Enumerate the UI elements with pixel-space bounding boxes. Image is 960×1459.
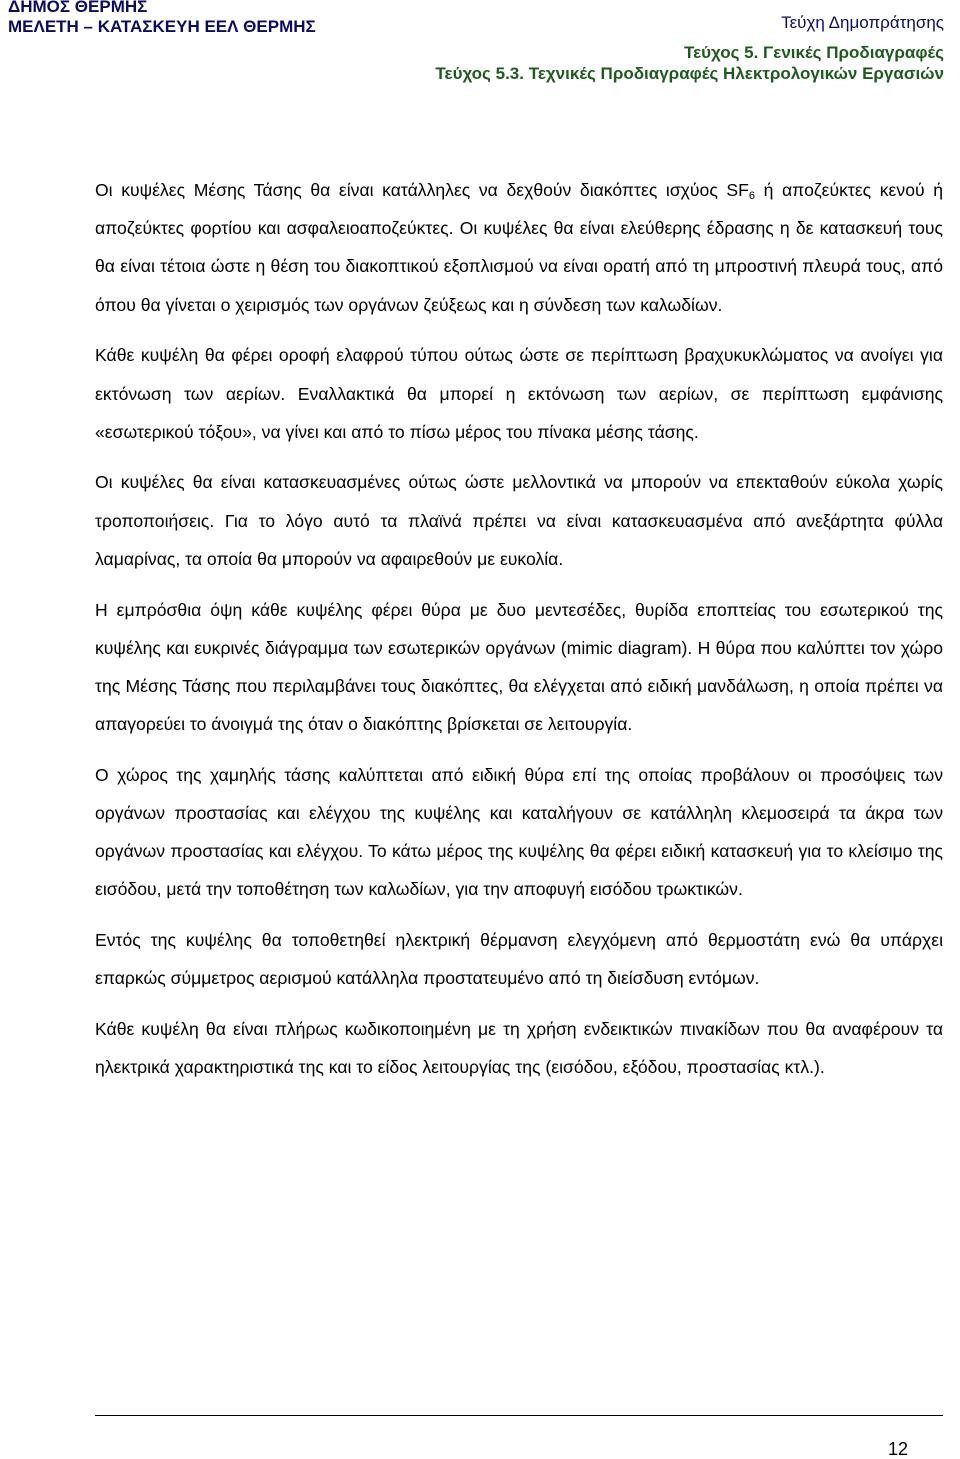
page-number: 12	[887, 1439, 908, 1459]
subscript: 6	[748, 190, 756, 202]
paragraph: Η εμπρόσθια όψη κάθε κυψέλης φέρει θύρα με δυο μεντεσέδες, θυρίδα εποπτείας του εσωτερικού της κυψέλης και ευκρινές διάγραμμα των εσωτερικών οργάνων (mimic diagram). Η θύρα που καλύπτει τον χώρο της Μέσης Τάσης που περιλαμβάνει τους διακόπτες, θα ελέγχεται από ειδική μανδάλωση, η οποία πρέπει να απαγορεύει το άνοιγμά της όταν ο διακόπτης βρίσκεται σε λειτουργία.	[95, 599, 943, 735]
paragraph: Εντός της κυψέλης θα τοποθετηθεί ηλεκτρική θέρμανση ελεγχόμενη από θερμοστάτη ενώ θα υπάρχει επαρκώς σύμμετρος αερισμού κατάλληλα προστατευμένο από τη διείσδυση εντόμων.	[95, 930, 943, 989]
paragraph-text: ή αποζεύκτες κενού ή αποζεύκτες φορτίου και ασφαλειοαποζεύκτες. Οι κυψέλες θα είναι ελεύθερης έδρασης η δε κατασκευή τους θα είναι τέτοια ώστε η θέση του διακοπτικού εξοπλισμού να είναι ορατή από τη μπροστινή πλευρά τους, από όπου θα γίνεται ο χειρισμός των οργάνων ζεύξεως και η σύνδεση των καλωδίων.	[95, 180, 943, 315]
municipality-name: ΔΗΜΟΣ ΘΕΡΜΗΣ	[8, 0, 148, 16]
paragraph: Οι κυψέλες θα είναι κατασκευασμένες ούτως ώστε μελλοντικά να μπορούν να επεκταθούν εύκολα χωρίς τροποποιήσεις. Για το λόγο αυτό τα πλαϊνά πρέπει να είναι κατασκευασμένα από ανεξάρτητα φύλλα λαμαρίνας, τα οποία θα μπορούν να αφαιρεθούν με ευκολία.	[95, 472, 943, 569]
paragraph: Κάθε κυψέλη θα είναι πλήρως κωδικοποιημένη με τη χρήση ενδεικτικών πινακίδων που θα αναφέρουν τα ηλεκτρικά χαρακτηριστικά της και το είδος λειτουργίας της (εισόδου, εξόδου, προστασίας κτλ.).	[95, 1019, 943, 1078]
document-body	[95, 171, 943, 1099]
paragraph: Ο χώρος της χαμηλής τάσης καλύπτεται από ειδική θύρα επί της οποίας προβάλουν οι προσόψεις των οργάνων προστασίας και ελέγχου της κυψέλης και καταλήγουν σε κατάλληλη κλεμοσειρά τα άκρα των οργάνων προστασίας και ελέγχου. Το κάτω μέρος της κυψέλης θα φέρει ειδική κατασκευή για το κλείσιμο της εισόδου, μετά την τοποθέτηση των καλωδίων, για την αποφυγή εισόδου τρωκτικών.	[95, 764, 943, 900]
paragraph: Κάθε κυψέλη θα φέρει οροφή ελαφρού τύπου ούτως ώστε σε περίπτωση βραχυκυκλώματος να ανοίγει για εκτόνωση των αερίων. Εναλλακτικά θα μπορεί η εκτόνωση των αερίων, σε περίπτωση εμφάνισης «εσωτερικού τόξου», να γίνει και από το πίσω μέρος του πίνακα μέσης τάσης.	[95, 345, 943, 442]
document-set-title: Τεύχη Δημοπράτησης	[781, 13, 944, 32]
footer-divider	[95, 1415, 943, 1416]
paragraph	[95, 171, 943, 324]
document-header-left	[8, 0, 316, 37]
subvolume-title: Τεύχος 5.3. Τεχνικές Προδιαγραφές Ηλεκτρολογικών Εργασιών	[435, 64, 944, 83]
paragraph-text: Οι κυψέλες Μέσης Τάσης θα είναι κατάλληλες να δεχθούν διακόπτες ισχύος SF	[95, 180, 749, 200]
volume-title: Τεύχος 5. Γενικές Προδιαγραφές	[683, 43, 944, 62]
project-title: ΜΕΛΕΤΗ – ΚΑΤΑΣΚΕΥΗ ΕΕΛ ΘΕΡΜΗΣ	[8, 17, 316, 36]
document-header-right	[435, 12, 944, 84]
